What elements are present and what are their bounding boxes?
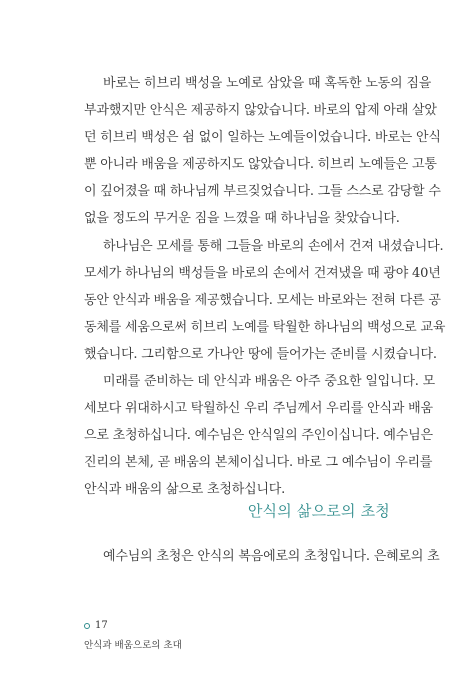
- text-line: 세보다 위대하시고 탁월하신 우리 주님께서 우리를 안식과 배움: [84, 401, 433, 417]
- text-line: 뿐 아니라 배움을 제공하지도 않았습니다. 히브리 노예들은 고통: [84, 157, 437, 173]
- text-line: 미래를 준비하는 데 안식과 배움은 아주 중요한 일입니다. 모: [103, 374, 435, 390]
- bullet-circle-icon: [84, 623, 90, 629]
- paragraph-2: [84, 233, 446, 368]
- text-line: 모세가 하나님의 백성들을 바로의 손에서 건져냈을 때 광야 40년: [84, 265, 441, 281]
- text-line: 으로 초청하십니다. 예수님은 안식일의 주인이십니다. 예수님은: [84, 428, 433, 444]
- page-number-row: [84, 620, 182, 631]
- section-heading: 안식의 삶으로의 초청: [247, 502, 390, 520]
- text-line: 했습니다. 그리함으로 가나안 땅에 들어가는 준비를 시켰습니다.: [84, 346, 437, 362]
- paragraph-1: [84, 70, 441, 233]
- text-line: 부과했지만 안식은 제공하지 않았습니다. 바로의 압제 아래 살았: [84, 103, 437, 119]
- page-number: 17: [95, 620, 108, 631]
- post-heading-text: [84, 543, 440, 570]
- text-line: 하나님은 모세를 통해 그들을 바로의 손에서 건져 내셨습니다.: [103, 238, 444, 254]
- text-line: 던 히브리 백성은 쉼 없이 일하는 노예들이었습니다. 바로는 안식: [84, 130, 441, 146]
- page-footer: [84, 620, 182, 651]
- text-line: 동안 안식과 배움을 제공했습니다. 모세는 바로와는 전혀 다른 공: [84, 292, 441, 308]
- text-line: 진리의 본체, 곧 배움의 본체이십니다. 바로 그 예수님이 우리를: [84, 455, 433, 471]
- text-line: 예수님의 초청은 안식의 복음에로의 초청입니다. 은혜로의 초: [103, 549, 440, 564]
- text-line: 없을 정도의 무거운 짐을 느꼈을 때 하나님을 찾았습니다.: [84, 211, 400, 227]
- text-line: 이 깊어졌을 때 하나님께 부르짖었습니다. 그들 스스로 감당할 수: [84, 184, 441, 200]
- text-line: 바로는 히브리 백성을 노예로 삼았을 때 혹독한 노동의 짐을: [103, 76, 432, 91]
- text-line: 동체를 세움으로써 히브리 노예를 탁월한 하나님의 백성으로 교육: [84, 319, 446, 335]
- paragraph-3: [84, 368, 435, 503]
- book-title: 안식과 배움으로의 초대: [84, 640, 182, 651]
- body-text: [84, 70, 446, 504]
- text-line: 안식과 배움의 삶으로 초청하십니다.: [84, 482, 286, 498]
